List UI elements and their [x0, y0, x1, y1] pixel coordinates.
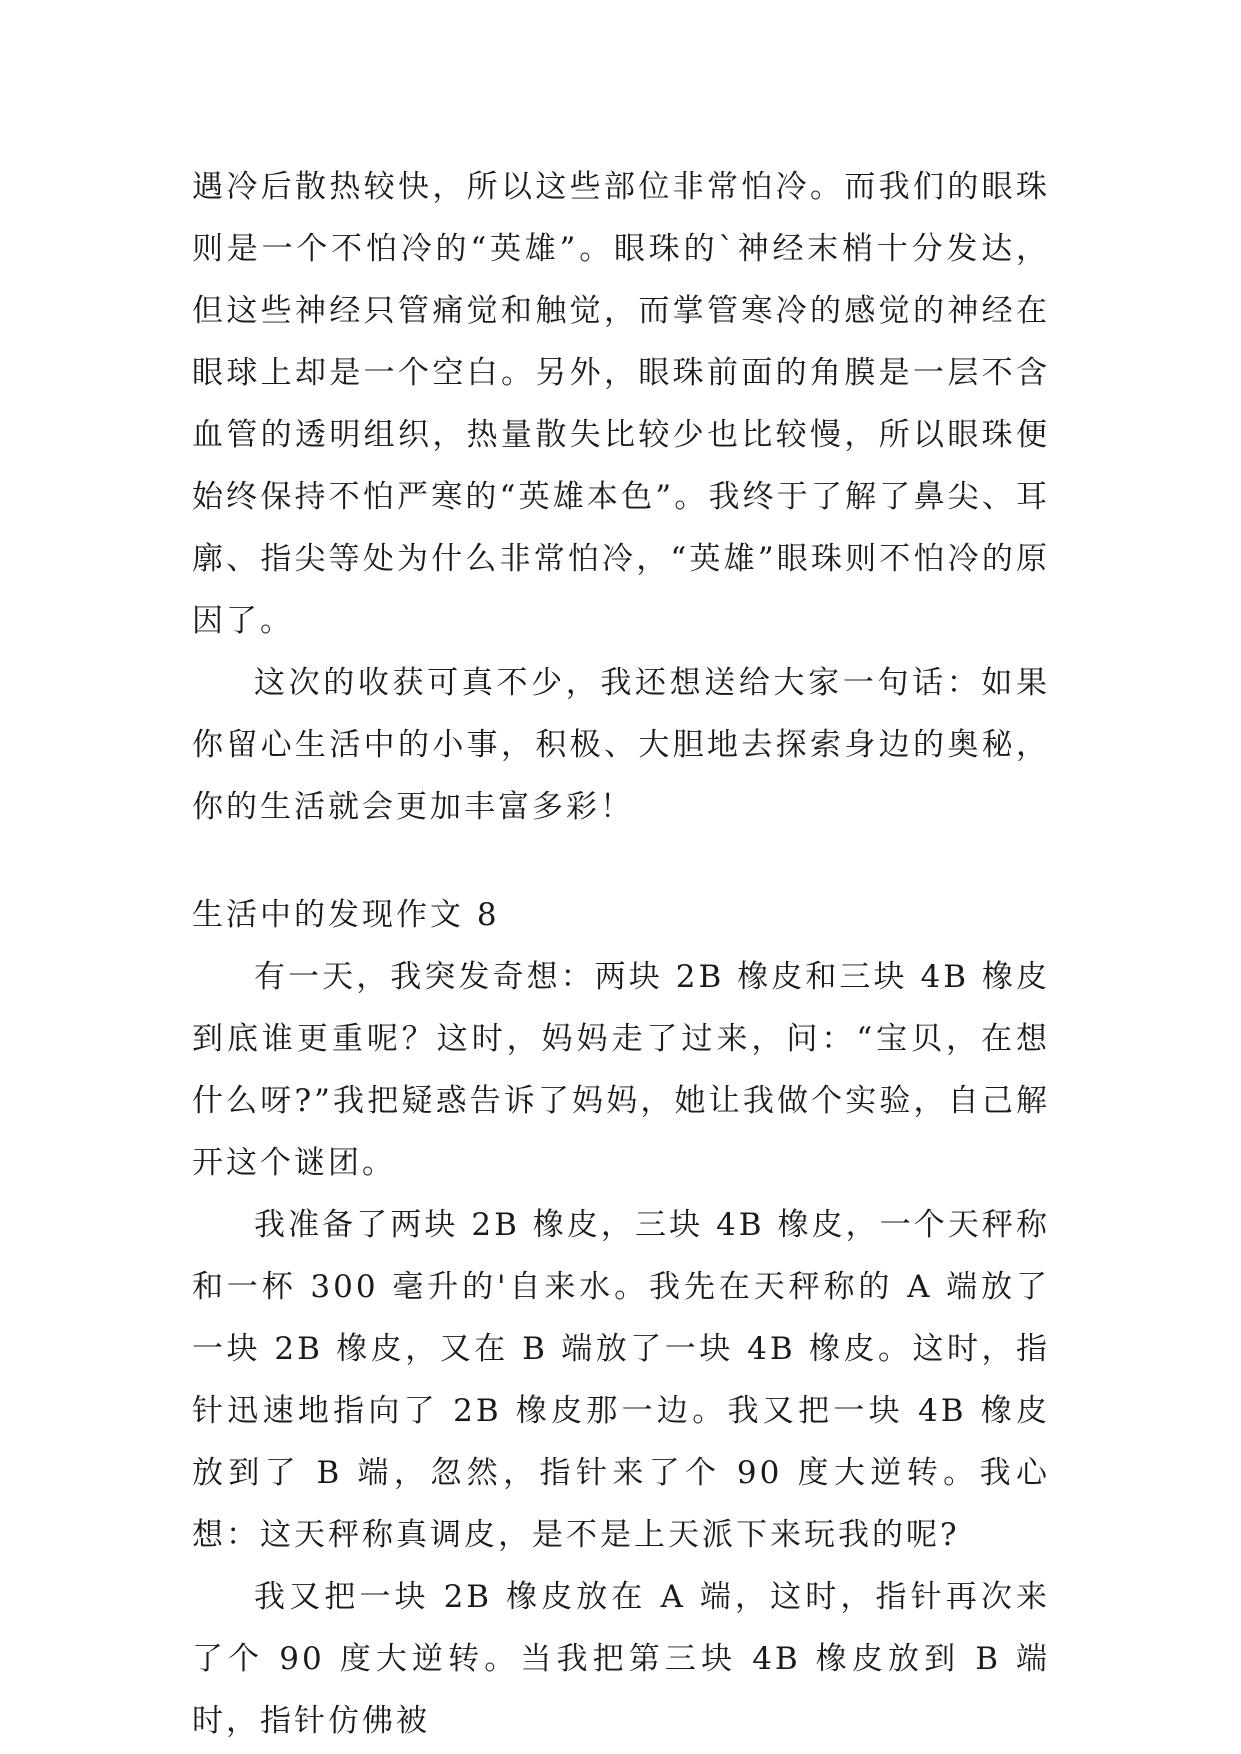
paragraph-conclusion: 这次的收获可真不少，我还想送给大家一句话：如果你留心生活中的小事，积极、大胆地去探索身边的奥秘，你的生活就会更加丰富多彩！: [192, 665, 1050, 825]
essay-paragraph-1: 有一天，我突发奇想：两块 2B 橡皮和三块 4B 橡皮到底谁更重呢？这时，妈妈走了过来，问：“宝贝，在想什么呀?”我把疑惑告诉了妈妈，她让我做个实验，自己解开这个谜团。: [192, 959, 1050, 1181]
document-body: [192, 156, 1050, 1752]
essay-paragraph-3: 我又把一块 2B 橡皮放在 A 端，这时，指针再次来了个 90 度大逆转。当我把第三块 4B 橡皮放到 B 端时，指针仿佛被: [192, 1579, 1050, 1739]
paragraph-continued: 遇冷后散热较快，所以这些部位非常怕冷。而我们的眼珠则是一个不怕冷的“英雄”。眼珠的`神经末梢十分发达，但这些神经只管痛觉和触觉，而掌管寒冷的感觉的神经在眼球上却是一个空白。另外，眼珠前面的角膜是一层不含血管的透明组织，热量散失比较少也比较慢，所以眼珠便始终保持不怕严寒的“英雄本色”。我终于了解了鼻尖、耳廓、指尖等处为什么非常怕冷，“英雄”眼珠则不怕冷的原因了。: [192, 169, 1050, 639]
essay-paragraph-2: 我准备了两块 2B 橡皮，三块 4B 橡皮，一个天秤称和一杯 300 毫升的'自来水。我先在天秤称的 A 端放了一块 2B 橡皮，又在 B 端放了一块 4B 橡皮。这时，指针迅速地指向了 2B 橡皮那一边。我又把一块 4B 橡皮放到了 B 端，忽然，指针来了个 90 度大逆转。我心想：这天秤称真调皮，是不是上天派下来玩我的呢?: [192, 1207, 1050, 1553]
essay-heading: 生活中的发现作文 8: [192, 897, 500, 933]
